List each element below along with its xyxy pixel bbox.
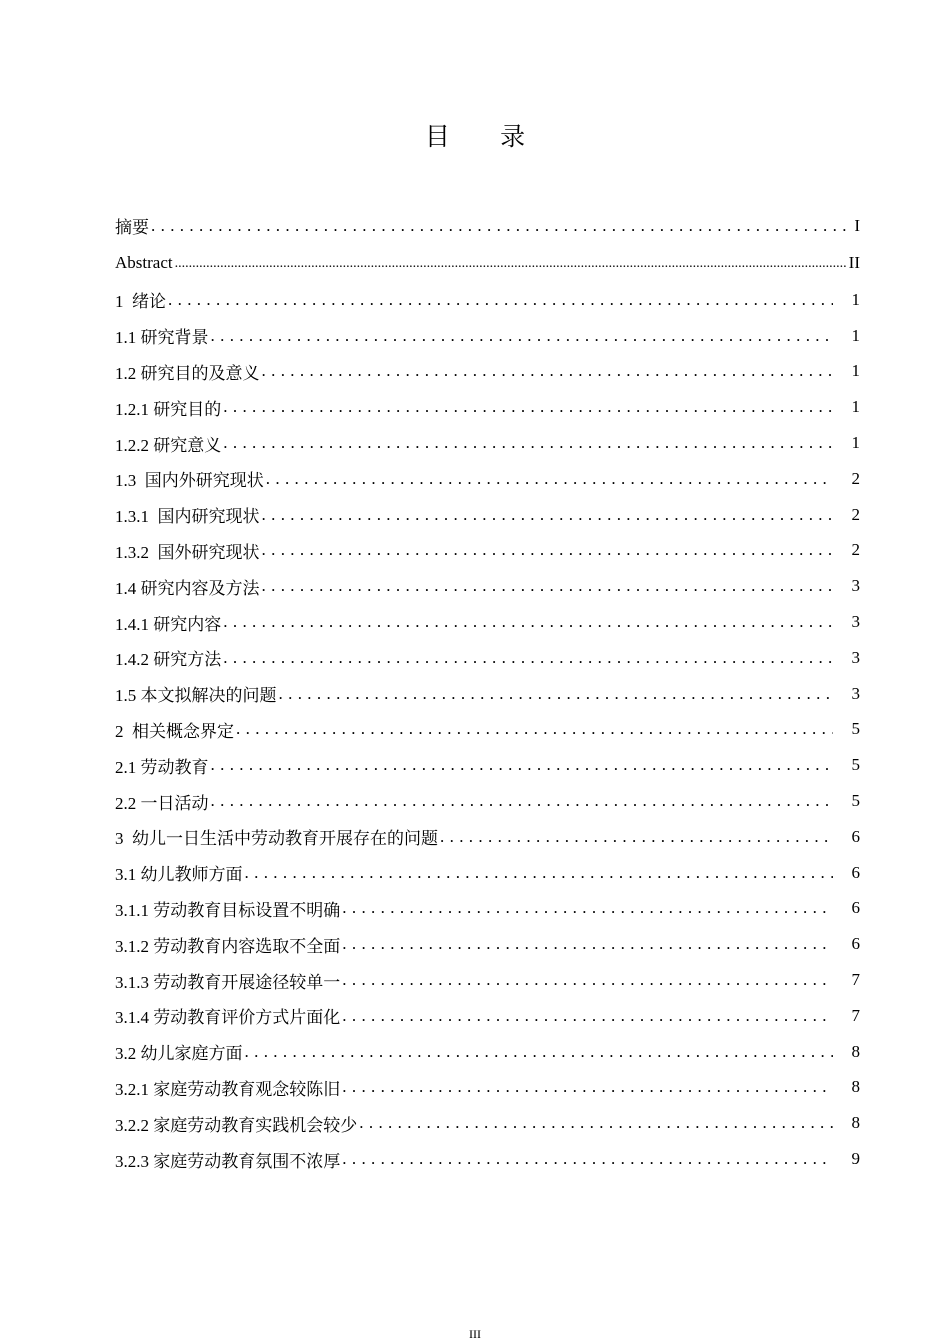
toc-entry-page: 6 (851, 898, 860, 918)
toc-entry-page: 6 (851, 934, 860, 954)
dot-leader (151, 216, 852, 236)
toc-entry-label: 3.2.1 家庭劳动教育观念较陈旧 (115, 1079, 341, 1099)
toc-entry-label: 1.5 本文拟解决的问题 (115, 686, 277, 706)
dot-leader (342, 1006, 833, 1026)
toc-entry-label: 1.2.2 研究意义 (115, 435, 222, 455)
toc-entry-label: 3.2.3 家庭劳动教育氛围不浓厚 (115, 1151, 341, 1171)
dot-leader (245, 1042, 834, 1062)
dot-leader (223, 433, 833, 453)
dot-leader (223, 612, 833, 632)
dot-leader (262, 576, 834, 596)
toc-entry-page: 8 (851, 1077, 860, 1097)
toc-entry[interactable] (115, 425, 860, 461)
toc-entry-label: 2 相关概念界定 (115, 721, 234, 741)
toc-entry-page: 7 (851, 970, 860, 990)
dot-leader (223, 397, 833, 417)
toc-entry-label: 3.1.4 劳动教育评价方式片面化 (115, 1008, 341, 1028)
toc-entry[interactable] (115, 891, 860, 927)
toc-entry-page: 9 (851, 1149, 860, 1169)
toc-entry-label: 3.1.3 劳动教育开展途径较单一 (115, 972, 341, 992)
dot-leader (211, 791, 834, 811)
toc-entry-label: 1.4.2 研究方法 (115, 650, 222, 670)
toc-entry-label: 摘要 (115, 218, 149, 237)
toc-entry-label: 3 幼儿一日生活中劳动教育开展存在的问题 (115, 829, 438, 849)
toc-entry[interactable] (115, 389, 860, 425)
toc-entry[interactable] (115, 207, 860, 244)
toc-entry[interactable] (115, 1070, 860, 1106)
toc-entry-page: 8 (851, 1113, 860, 1133)
toc-entry[interactable] (115, 354, 860, 390)
toc-entry-page: 2 (851, 540, 860, 560)
toc-entry-page: 6 (851, 862, 860, 882)
dot-leader (211, 755, 834, 775)
toc-entry-label: 1.2 研究目的及意义 (115, 363, 260, 383)
toc-entry-page: 3 (851, 647, 860, 667)
toc-entry-page: 6 (851, 826, 860, 846)
dot-leader (175, 253, 847, 273)
page-title: 目 录 (424, 124, 548, 151)
toc-entry-page: 1 (851, 325, 860, 345)
dot-leader (245, 863, 834, 883)
dot-leader (359, 1113, 833, 1133)
toc-entry[interactable] (115, 461, 860, 497)
toc-entry-page: 1 (851, 361, 860, 381)
toc-entry[interactable] (115, 533, 860, 569)
toc-entry[interactable] (115, 497, 860, 533)
dot-leader (262, 505, 834, 525)
toc-entry-label: 1.4 研究内容及方法 (115, 578, 260, 598)
toc-entry-page: 3 (851, 683, 860, 703)
dot-leader (342, 898, 833, 918)
toc-entry[interactable] (115, 855, 860, 891)
toc-entry-label: 3.1.1 劳动教育目标设置不明确 (115, 900, 341, 920)
toc-entry-page: 5 (851, 755, 860, 775)
dot-leader (342, 970, 833, 990)
toc-entry[interactable] (115, 783, 860, 819)
toc-entry-page: 7 (851, 1005, 860, 1025)
toc-entry-label: Abstract (115, 253, 173, 272)
toc-entry-page: 5 (851, 791, 860, 811)
dot-leader (223, 648, 833, 668)
dot-leader (236, 719, 833, 739)
toc-entry[interactable] (115, 282, 860, 318)
dot-leader (279, 684, 834, 704)
toc-entry-page: 3 (851, 576, 860, 596)
toc-entry[interactable] (115, 244, 860, 282)
dot-leader (342, 1149, 833, 1169)
toc-entry[interactable] (115, 998, 860, 1034)
toc-entry-label: 3.2 幼儿家庭方面 (115, 1044, 243, 1064)
dot-leader (168, 290, 833, 310)
toc-entry-label: 3.1 幼儿教师方面 (115, 865, 243, 885)
toc-entry[interactable] (115, 1141, 860, 1177)
toc-entry-label: 2.2 一日活动 (115, 793, 209, 813)
toc-entry-page: I (854, 215, 860, 235)
toc-entry[interactable] (115, 819, 860, 855)
dot-leader (211, 326, 834, 346)
toc-entry-page: 2 (851, 504, 860, 524)
toc-entry-page: 1 (851, 433, 860, 453)
toc-entry[interactable] (115, 712, 860, 748)
dot-leader (262, 361, 834, 381)
dot-leader (342, 934, 833, 954)
toc-entry-page: 2 (851, 468, 860, 488)
toc-entry[interactable] (115, 1105, 860, 1141)
dot-leader (266, 469, 833, 489)
toc-entry-label: 1.1 研究背景 (115, 328, 209, 348)
toc-entry-label: 1 绪论 (115, 292, 166, 312)
toc-entry-page: II (848, 253, 860, 272)
toc-entry[interactable] (115, 747, 860, 783)
toc-entry-page: 5 (851, 719, 860, 739)
dot-leader (262, 540, 834, 560)
toc-entry-label: 1.3 国内外研究现状 (115, 471, 264, 491)
footer-page-number: III (469, 1327, 481, 1341)
toc-entry-label: 1.2.1 研究目的 (115, 399, 222, 419)
toc-entry[interactable] (115, 926, 860, 962)
table-of-contents (115, 207, 860, 1177)
toc-entry-page: 1 (851, 397, 860, 417)
toc-entry-page: 1 (851, 289, 860, 309)
toc-entry[interactable] (115, 962, 860, 998)
toc-entry-label: 3.1.2 劳动教育内容选取不全面 (115, 936, 341, 956)
dot-leader (440, 827, 833, 847)
toc-entry-label: 1.4.1 研究内容 (115, 614, 222, 634)
toc-entry[interactable] (115, 1034, 860, 1070)
toc-entry[interactable] (115, 640, 860, 676)
toc-entry[interactable] (115, 676, 860, 712)
toc-entry-label: 2.1 劳动教育 (115, 757, 209, 777)
toc-entry-label: 1.3.1 国内研究现状 (115, 507, 260, 527)
toc-entry-page: 8 (851, 1041, 860, 1061)
dot-leader (342, 1077, 833, 1097)
toc-entry[interactable] (115, 568, 860, 604)
toc-entry-page: 3 (851, 612, 860, 632)
toc-entry[interactable] (115, 318, 860, 354)
toc-entry-label: 1.3.2 国外研究现状 (115, 542, 260, 562)
toc-entry-label: 3.2.2 家庭劳动教育实践机会较少 (115, 1115, 358, 1135)
toc-entry[interactable] (115, 604, 860, 640)
